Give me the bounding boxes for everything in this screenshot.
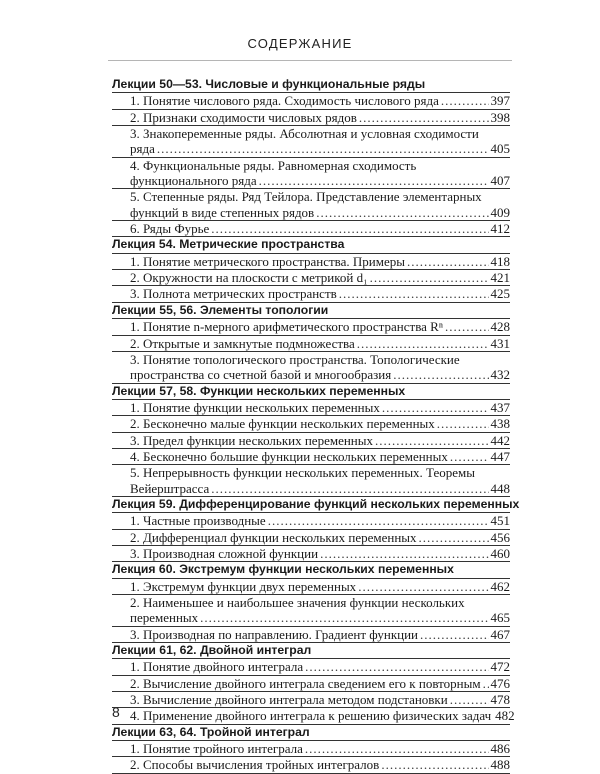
toc-entry-text: 4. Функциональные ряды. Равномерная сходимость	[130, 157, 417, 173]
toc-entry-text: 1. Понятие функции нескольких переменных	[130, 399, 380, 415]
toc-entry-text: 3. Предел функции нескольких переменных	[130, 432, 373, 448]
toc-page-number: 486	[490, 741, 510, 757]
toc-page-number: 405	[490, 141, 510, 157]
table-of-contents	[112, 77, 520, 774]
toc-page-number: 447	[490, 448, 510, 464]
toc-entry	[112, 158, 510, 190]
toc-page-number: 418	[490, 253, 510, 269]
dot-leader	[419, 530, 489, 545]
dot-leader	[316, 205, 488, 220]
toc-entry-text: 4. Бесконечно большие функции нескольких переменных	[130, 448, 448, 464]
dot-leader	[381, 757, 488, 772]
toc-entry-text: 1. Понятие тройного интеграла	[130, 741, 303, 757]
toc-page-number: 409	[490, 204, 510, 220]
toc-entry-text: 3. Полнота метрических пространств	[130, 286, 337, 302]
toc-entry	[112, 400, 510, 416]
toc-entry	[112, 352, 510, 384]
toc-entry	[112, 319, 510, 335]
toc-entry	[112, 627, 510, 643]
toc-entry-text: 3. Вычисление двойного интеграла методом подстановки	[130, 692, 448, 708]
toc-page-number: 465	[490, 610, 510, 626]
toc-page-number: 448	[490, 480, 510, 496]
dot-leader	[358, 579, 488, 594]
toc-entry	[112, 579, 510, 595]
toc-section-title: Лекция 59. Дифференцирование функций нескольких переменных	[112, 497, 510, 513]
toc-entry-text: функций в виде степенных рядов	[130, 204, 315, 220]
dot-leader	[450, 692, 489, 707]
toc-entry	[112, 254, 510, 270]
dot-leader	[357, 336, 489, 351]
toc-entry	[112, 692, 510, 708]
toc-entry	[112, 433, 510, 449]
toc-entry	[112, 416, 510, 432]
toc-entry	[112, 221, 510, 237]
dot-leader	[483, 676, 489, 691]
toc-entry-text: 1. Понятие метрического пространства. Примеры	[130, 253, 405, 269]
dot-leader	[375, 433, 489, 448]
dot-leader	[382, 400, 489, 415]
dot-leader	[157, 141, 489, 156]
toc-entry-text: пространства со счетной базой и многообразия	[130, 367, 392, 383]
toc-section-title: Лекции 55, 56. Элементы топологии	[112, 303, 510, 319]
toc-page-number: 476	[490, 675, 510, 691]
dot-leader	[305, 659, 488, 674]
toc-entry	[112, 449, 510, 465]
toc-page-number: 421	[490, 270, 510, 286]
dot-leader	[420, 627, 488, 642]
dot-leader	[437, 416, 489, 431]
toc-entry-text: 3. Понятие топологического пространства. Топологические	[130, 351, 460, 367]
toc-section-title: Лекции 63, 64. Тройной интеграл	[112, 725, 510, 741]
toc-section-title: Лекция 54. Метрические пространства	[112, 237, 510, 253]
toc-entry-text: 3. Производная по направлению. Градиент функции	[130, 626, 419, 642]
toc-entry-text: 2. Наименьшее и наибольшее значения функции нескольких	[130, 595, 465, 610]
toc-entry-text: 1. Понятие n-мерного арифметического пространства Rⁿ	[130, 319, 443, 335]
dot-leader	[320, 546, 488, 561]
dot-leader	[211, 481, 488, 496]
toc-page-number: 398	[490, 109, 510, 125]
toc-entry-text: переменных	[130, 610, 199, 626]
dot-leader	[393, 367, 488, 382]
toc-entry	[112, 465, 510, 497]
toc-entry	[112, 659, 510, 675]
toc-entry	[112, 126, 510, 158]
dot-leader	[305, 741, 489, 756]
toc-entry	[112, 546, 510, 562]
toc-section-title: Лекции 57, 58. Функции нескольких переменных	[112, 384, 510, 400]
toc-entry-text: Вейерштрасса	[130, 480, 210, 496]
toc-section-title: Лекции 61, 62. Двойной интеграл	[112, 643, 510, 659]
toc-entry-text: 6. Ряды Фурье	[130, 221, 210, 237]
toc-entry-text: 2. Способы вычисления тройных интегралов	[130, 757, 380, 773]
toc-entry	[112, 530, 510, 546]
toc-page-number: 467	[490, 626, 510, 642]
toc-page-number: 451	[490, 513, 510, 529]
dot-leader	[339, 286, 489, 301]
running-head: СОДЕРЖАНИЕ	[247, 36, 353, 51]
toc-entry	[112, 513, 510, 529]
dot-leader	[407, 254, 489, 269]
toc-page-number: 407	[490, 173, 510, 189]
toc-page-number: 462	[490, 578, 510, 594]
toc-entry-text: 2. Бесконечно малые функции нескольких переменных	[130, 416, 435, 432]
toc-entry-text: 4. Применение двойного интеграла к решению физических задач	[130, 708, 492, 724]
toc-entry-text: 2. Дифференциал функции нескольких переменных	[130, 529, 417, 545]
dot-leader	[259, 173, 489, 188]
toc-entry-text: 2. Вычисление двойного интеграла сведением его к повторным	[130, 675, 481, 691]
toc-entry	[112, 270, 510, 286]
toc-entry	[112, 110, 510, 126]
toc-entry	[112, 676, 510, 692]
toc-page-number: 437	[490, 399, 510, 415]
dot-leader	[211, 221, 488, 236]
dot-leader	[359, 110, 489, 125]
toc-entry	[112, 93, 510, 109]
toc-page-number: 428	[490, 319, 510, 335]
toc-page-number: 412	[490, 221, 510, 237]
toc-entry	[112, 336, 510, 352]
dot-leader	[445, 319, 489, 334]
dot-leader	[450, 449, 489, 464]
toc-entry-text: 5. Степенные ряды. Ряд Тейлора. Представление элементарных	[130, 189, 482, 205]
toc-page-number: 442	[490, 432, 510, 448]
toc-entry	[112, 708, 515, 724]
toc-entry	[112, 595, 510, 627]
toc-page-number: 488	[490, 757, 510, 773]
dot-leader	[370, 270, 489, 285]
toc-section-title: Лекции 50—53. Числовые и функциональные ряды	[112, 77, 510, 93]
toc-entry	[112, 189, 510, 221]
dot-leader	[268, 513, 489, 528]
toc-entry-text: 2. Окружности на плоскости с метрикой d₁	[130, 270, 368, 286]
toc-entry-text: 2. Признаки сходимости числовых рядов	[130, 109, 357, 125]
dot-leader	[200, 610, 488, 625]
toc-page-number: 397	[490, 93, 510, 109]
page-number: 8	[112, 704, 120, 720]
toc-entry-text: 2. Открытые и замкнутые подмножества	[130, 335, 355, 351]
toc-entry	[112, 741, 510, 757]
toc-section-title: Лекция 60. Экстремум функции нескольких переменных	[112, 562, 510, 578]
toc-page-number: 432	[490, 367, 510, 383]
toc-entry	[112, 286, 510, 302]
toc-entry-text: 1. Экстремум функции двух переменных	[130, 578, 357, 594]
header-rule	[108, 60, 512, 61]
dot-leader	[441, 93, 489, 108]
toc-entry-text: 3. Производная сложной функции	[130, 545, 319, 561]
toc-entry-text: 3. Знакопеременные ряды. Абсолютная и условная сходимости	[130, 126, 479, 142]
toc-page-number: 472	[490, 659, 510, 675]
toc-entry	[112, 757, 510, 773]
toc-entry-text: 1. Понятие двойного интеграла	[130, 659, 304, 675]
toc-entry-text: 1. Частные производные	[130, 513, 266, 529]
toc-page-number: 431	[490, 335, 510, 351]
toc-entry-text: функционального ряда	[130, 173, 257, 189]
toc-page-number: 425	[490, 286, 510, 302]
toc-entry-text: 5. Непрерывность функции нескольких переменных. Теоремы	[130, 465, 475, 481]
toc-entry-text: ряда	[130, 141, 155, 157]
toc-page-number: 456	[490, 529, 510, 545]
toc-page-number: 482	[495, 708, 515, 724]
toc-page-number: 478	[490, 692, 510, 708]
toc-entry-text: 1. Понятие числового ряда. Сходимость числового ряда	[130, 93, 439, 109]
toc-page-number: 438	[490, 416, 510, 432]
toc-page-number: 460	[490, 545, 510, 561]
